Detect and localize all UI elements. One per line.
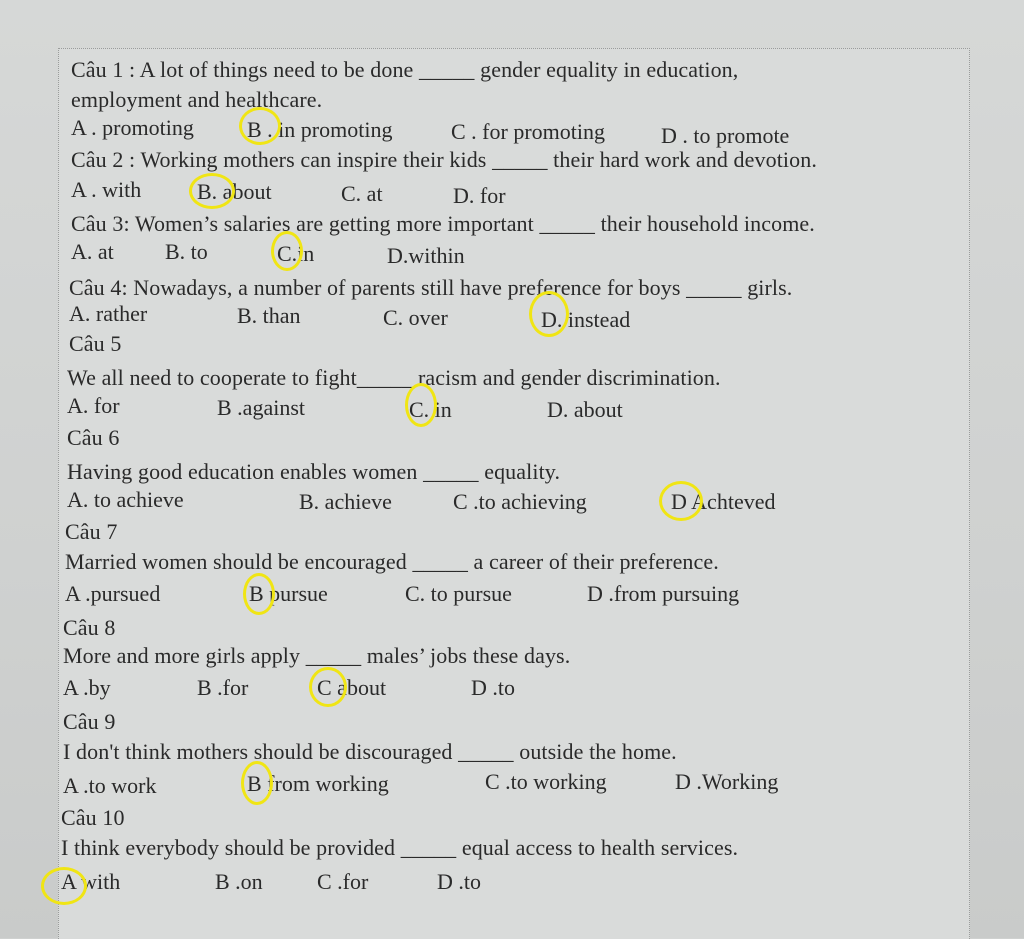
question-2-option-b[interactable]: B. about [197, 179, 272, 204]
question-5-label: Câu 5 [69, 331, 122, 356]
question-4-option-c[interactable]: C. over [383, 305, 448, 330]
question-4-option-a[interactable]: A. rather [69, 301, 148, 326]
answer-circle-q6 [659, 481, 703, 521]
question-6-text: Having good education enables women _____ equality. [67, 459, 561, 484]
question-2-option-a[interactable]: A . with [71, 177, 142, 202]
question-8-option-a[interactable]: A .by [63, 675, 111, 700]
document-page [58, 48, 970, 939]
question-7-text: Married women should be encouraged _____ a career of their preference. [65, 549, 719, 574]
answer-circle-q10 [41, 867, 87, 905]
question-9-text: I don't think mothers should be discouraged _____ outside the home. [63, 739, 677, 764]
question-10-option-b[interactable]: B .on [215, 869, 263, 894]
question-10-text: I think everybody should be provided _____ equal access to health services. [61, 835, 739, 860]
question-9-option-c[interactable]: C .to working [485, 769, 607, 794]
question-6-option-c[interactable]: C .to achieving [453, 489, 587, 514]
question-6-option-d[interactable]: D Achteved [671, 489, 776, 514]
answer-circle-q9 [241, 761, 273, 805]
answer-circle-q8 [309, 667, 347, 707]
question-5-text: We all need to cooperate to fight_____ racism and gender discrimination. [67, 365, 721, 390]
question-10-label: Câu 10 [61, 805, 125, 830]
answer-circle-q5 [405, 383, 437, 427]
question-9-option-d[interactable]: D .Working [675, 769, 779, 794]
question-3-option-c[interactable]: C.in [277, 241, 315, 266]
question-9-option-a[interactable]: A .to work [63, 773, 157, 798]
question-5-option-d[interactable]: D. about [547, 397, 623, 422]
question-7-option-c[interactable]: C. to pursue [405, 581, 512, 606]
question-10-option-c[interactable]: C .for [317, 869, 369, 894]
question-8-text: More and more girls apply _____ males’ jobs these days. [63, 643, 571, 668]
question-9-option-b[interactable]: B from working [247, 771, 389, 796]
question-1-option-d[interactable]: D . to promote [661, 123, 790, 148]
question-7-option-a[interactable]: A .pursued [65, 581, 161, 606]
question-8-label: Câu 8 [63, 615, 116, 640]
answer-circle-q4 [529, 291, 569, 337]
question-10-option-a[interactable]: A with [61, 869, 121, 894]
question-2-option-c[interactable]: C. at [341, 181, 383, 206]
question-5-option-a[interactable]: A. for [67, 393, 120, 418]
question-8-option-b[interactable]: B .for [197, 675, 249, 700]
question-3-option-a[interactable]: A. at [71, 239, 114, 264]
question-5-option-b[interactable]: B .against [217, 395, 305, 420]
question-1-option-c[interactable]: C . for promoting [451, 119, 605, 144]
question-9-label: Câu 9 [63, 709, 116, 734]
question-8-option-c[interactable]: C about [317, 675, 387, 700]
question-4-text: Câu 4: Nowadays, a number of parents still have preference for boys _____ girls. [69, 275, 793, 300]
answer-circle-q7 [243, 573, 275, 615]
question-7-label: Câu 7 [65, 519, 118, 544]
question-3-option-d[interactable]: D.within [387, 243, 465, 268]
question-2-text: Câu 2 : Working mothers can inspire their kids _____ their hard work and devotion. [71, 147, 817, 172]
question-4-option-b[interactable]: B. than [237, 303, 301, 328]
question-10-option-d[interactable]: D .to [437, 869, 481, 894]
question-6-option-b[interactable]: B. achieve [299, 489, 392, 514]
question-6-label: Câu 6 [67, 425, 120, 450]
question-3-text: Câu 3: Women’s salaries are getting more important _____ their household income. [71, 211, 815, 236]
answer-circle-q1 [239, 107, 281, 145]
question-1-text: Câu 1 : A lot of things need to be done _____ gender equality in education, [71, 57, 739, 82]
question-6-option-a[interactable]: A. to achieve [67, 487, 184, 512]
question-2-option-d[interactable]: D. for [453, 183, 506, 208]
question-7-option-b[interactable]: B pursue [249, 581, 328, 606]
question-1-text-continued: employment and healthcare. [71, 87, 323, 112]
question-8-option-d[interactable]: D .to [471, 675, 515, 700]
question-1-option-b[interactable]: B . in promoting [247, 117, 393, 142]
answer-circle-q3 [271, 231, 303, 271]
question-4-option-d[interactable]: D. instead [541, 307, 631, 332]
question-3-option-b[interactable]: B. to [165, 239, 208, 264]
question-1-option-a[interactable]: A . promoting [71, 115, 194, 140]
answer-circle-q2 [189, 173, 235, 209]
question-7-option-d[interactable]: D .from pursuing [587, 581, 740, 606]
question-5-option-c[interactable]: C. in [409, 397, 452, 422]
